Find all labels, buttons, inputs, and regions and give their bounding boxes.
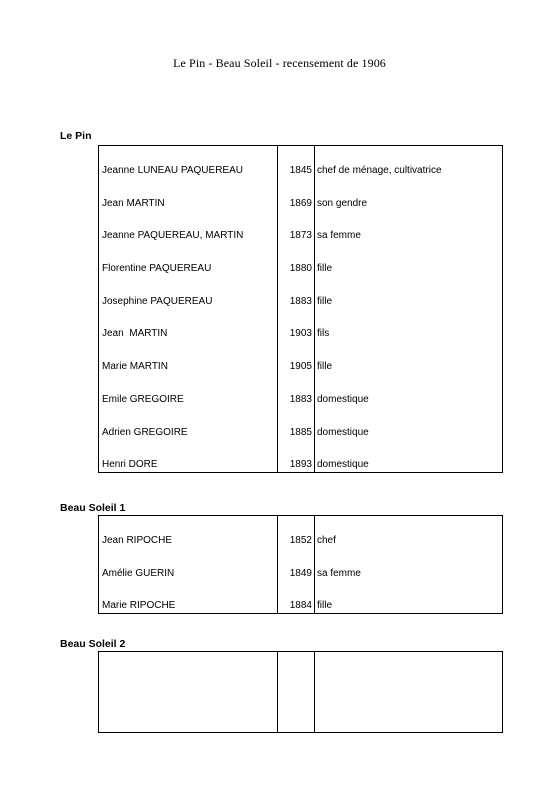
person-name: Josephine PAQUEREAU bbox=[99, 276, 278, 309]
household-role: son gendre bbox=[315, 178, 503, 211]
person-name: Emile GREGOIRE bbox=[99, 374, 278, 407]
person-name: Adrien GREGOIRE bbox=[99, 407, 278, 440]
household-role: chef de ménage, cultivatrice bbox=[315, 146, 503, 179]
census-table-beau-soleil-2 bbox=[98, 651, 503, 733]
section-title-beau-soleil-2: Beau Soleil 2 bbox=[60, 638, 126, 650]
person-name: Marie MARTIN bbox=[99, 341, 278, 374]
table-row bbox=[99, 243, 503, 276]
table-row bbox=[99, 146, 503, 179]
document-title: Le Pin - Beau Soleil - recensement de 1906 bbox=[173, 56, 386, 70]
household-role: fille bbox=[315, 243, 503, 276]
census-table-beau-soleil-1 bbox=[98, 515, 503, 614]
table-row bbox=[99, 341, 503, 374]
person-name: Florentine PAQUEREAU bbox=[99, 243, 278, 276]
table-row bbox=[99, 548, 503, 581]
empty-year-cell bbox=[278, 652, 315, 733]
household-role: domestique bbox=[315, 407, 503, 440]
person-name: Jeanne PAQUEREAU, MARTIN bbox=[99, 211, 278, 244]
household-role: sa femme bbox=[315, 548, 503, 581]
table-row bbox=[99, 211, 503, 244]
person-name: Jean MARTIN bbox=[99, 309, 278, 342]
birth-year: 1880 bbox=[278, 243, 315, 276]
empty-role-cell bbox=[315, 652, 503, 733]
table-row-empty bbox=[99, 652, 503, 733]
section-title-le-pin: Le Pin bbox=[60, 130, 92, 142]
table-row bbox=[99, 581, 503, 614]
person-name: Marie RIPOCHE bbox=[99, 581, 278, 614]
table-row bbox=[99, 440, 503, 473]
person-name: Henri DORE bbox=[99, 440, 278, 473]
birth-year: 1873 bbox=[278, 211, 315, 244]
birth-year: 1905 bbox=[278, 341, 315, 374]
household-role: sa femme bbox=[315, 211, 503, 244]
birth-year: 1883 bbox=[278, 276, 315, 309]
empty-name-cell bbox=[99, 652, 278, 733]
table-row bbox=[99, 516, 503, 549]
household-role: chef bbox=[315, 516, 503, 549]
birth-year: 1893 bbox=[278, 440, 315, 473]
section-title-beau-soleil-1: Beau Soleil 1 bbox=[60, 502, 126, 514]
person-name: Jeanne LUNEAU PAQUEREAU bbox=[99, 146, 278, 179]
household-role: fils bbox=[315, 309, 503, 342]
table-row bbox=[99, 309, 503, 342]
census-table-le-pin bbox=[98, 145, 503, 473]
birth-year: 1883 bbox=[278, 374, 315, 407]
birth-year: 1845 bbox=[278, 146, 315, 179]
birth-year: 1885 bbox=[278, 407, 315, 440]
household-role: fille bbox=[315, 276, 503, 309]
household-role: fille bbox=[315, 341, 503, 374]
person-name: Jean RIPOCHE bbox=[99, 516, 278, 549]
birth-year: 1852 bbox=[278, 516, 315, 549]
household-role: domestique bbox=[315, 440, 503, 473]
household-role: fille bbox=[315, 581, 503, 614]
table-row bbox=[99, 407, 503, 440]
table-row bbox=[99, 276, 503, 309]
birth-year: 1849 bbox=[278, 548, 315, 581]
birth-year: 1869 bbox=[278, 178, 315, 211]
birth-year: 1884 bbox=[278, 581, 315, 614]
person-name: Amélie GUERIN bbox=[99, 548, 278, 581]
person-name: Jean MARTIN bbox=[99, 178, 278, 211]
table-row bbox=[99, 374, 503, 407]
table-row bbox=[99, 178, 503, 211]
household-role: domestique bbox=[315, 374, 503, 407]
birth-year: 1903 bbox=[278, 309, 315, 342]
